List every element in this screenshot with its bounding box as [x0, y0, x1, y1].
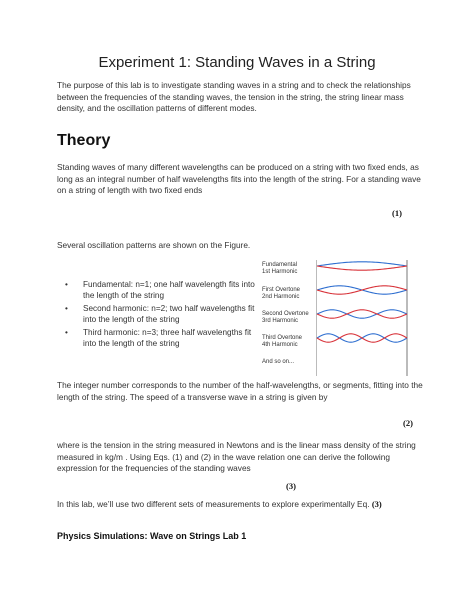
- page-title: Experiment 1: Standing Waves in a String: [98, 54, 376, 71]
- patterns-intro: Several oscillation patterns are shown on the Figure.: [57, 240, 251, 250]
- mode-label: First Overtone 2nd Harmonic: [262, 287, 301, 300]
- harmonic-text: Fundamental: n=1; one half wavelength fits into the length of the string: [83, 280, 255, 301]
- equation-1-number: (1): [392, 208, 402, 218]
- harmonic-text: Second harmonic: n=2; two half wavelengths fit into the length of the string: [83, 303, 255, 325]
- intro-paragraph: The purpose of this lab is to investigate standing waves in a string and to check the relationships between the frequencies of the standing waves, the tension in the string, the string linear mass density, and the oscillation patterns of different modes.: [57, 80, 411, 114]
- harmonics-list: [57, 279, 257, 350]
- standing-wave-curve: [317, 262, 407, 266]
- simulations-heading: Physics Simulations: Wave on Strings Lab 1: [57, 531, 247, 541]
- list-item: [57, 303, 257, 326]
- standing-waves-figure: [316, 260, 408, 376]
- equation-2-number: (2): [403, 418, 413, 428]
- standing-wave-curve: [317, 310, 407, 318]
- mode-label: And so on...: [262, 359, 295, 365]
- integer-paragraph: The integer number corresponds to the number of the half-wavelengths, or segments, fitting into the length of the string. The speed of a transverse wave in a string is given by: [57, 380, 423, 402]
- harmonic-text: Third harmonic: n=3; three half wavelengths fit into the length of the string: [83, 327, 252, 349]
- mode-label: Second Overtone 3rd Harmonic: [262, 311, 309, 324]
- list-item: [57, 279, 257, 302]
- bullet-icon: •: [65, 303, 68, 313]
- lab-paragraph: In this lab, we’ll use two different sets of measurements to explore experimentally Eq. (3): [57, 499, 382, 509]
- standing-wave-curve: [317, 310, 407, 318]
- theory-paragraph: Standing waves of many different wavelengths can be produced on a string with two fixed ends, as long as an integral number of half wavelengths fits into the length of the string. For a standing wave on a string of length with two fixed ends: [57, 162, 421, 196]
- standing-wave-curve: [317, 266, 407, 270]
- tension-paragraph: where is the tension in the string measured in Newtons and is the linear mass density of the string measured in kg/m . Using Eqs. (1) and (2) in the wave relation one can derive the following expression for the frequencies of the standing waves: [57, 440, 416, 474]
- bullet-icon: •: [65, 280, 68, 289]
- theory-heading: Theory: [57, 132, 111, 149]
- equation-3-number: (3): [286, 481, 296, 491]
- standing-wave-curve: [317, 334, 407, 342]
- mode-label: Fundamental 1st Harmonic: [262, 262, 298, 275]
- list-item: [57, 327, 257, 350]
- lab-paragraph-eq-ref: (3): [371, 499, 382, 509]
- bullet-icon: •: [65, 327, 68, 337]
- mode-label: Third Overtone 4th Harmonic: [262, 335, 303, 348]
